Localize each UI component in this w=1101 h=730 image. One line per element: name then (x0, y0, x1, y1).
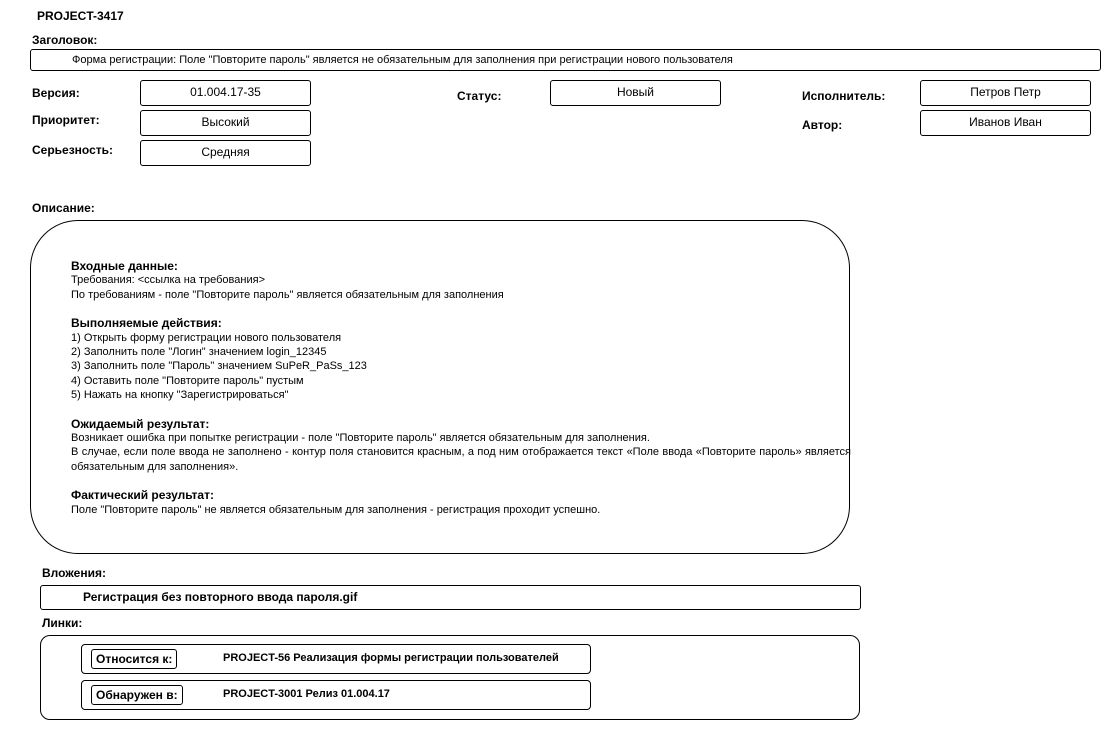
author-label: Автор: (802, 118, 843, 132)
title-field[interactable]: Форма регистрации: Поле "Повторите пароль" является не обязательным для заполнения при регистрации нового пользователя (30, 49, 1101, 71)
status-label: Статус: (457, 89, 502, 103)
description-label: Описание: (32, 201, 95, 215)
link-type: Относится к: (91, 649, 177, 669)
status-field[interactable]: Новый (550, 80, 721, 106)
expected-result-heading: Ожидаемый результат: (71, 416, 210, 431)
expected-line: В случае, если поле ввода не заполнено - контур поля становится красным, а под ним отображается текст «Поле ввода «Повторите пароль» является обязательным для заполнения». (71, 446, 851, 473)
link-target[interactable]: PROJECT-3001 Релиз 01.004.17 (223, 688, 390, 700)
priority-label: Приоритет: (32, 113, 100, 127)
title-label: Заголовок: (32, 33, 98, 47)
input-data-heading: Входные данные: (71, 259, 178, 273)
author-field[interactable]: Иванов Иван (920, 110, 1091, 136)
input-line: Требования: <ссылка на требования> (71, 274, 265, 287)
step-item: 2) Заполнить поле "Логин" значением login_12345 (71, 346, 327, 359)
expected-line: Возникает ошибка при попытке регистрации - поле "Повторите пароль" является обязательным для заполнения. (71, 432, 650, 445)
priority-field[interactable]: Высокий (140, 110, 311, 136)
attachment-item[interactable]: Регистрация без повторного ввода пароля.gif (40, 585, 861, 610)
steps-heading: Выполняемые действия: (71, 316, 222, 331)
links-box (40, 635, 860, 720)
severity-label: Серьезность: (32, 143, 114, 157)
step-item: 4) Оставить поле "Повторите пароль" пустым (71, 374, 304, 387)
version-label: Версия: (32, 86, 80, 100)
version-field[interactable]: 01.004.17-35 (140, 80, 311, 106)
step-item: 3) Заполнить поле "Пароль" значением SuPeR_PaSs_123 (71, 360, 367, 373)
link-row[interactable] (81, 680, 591, 710)
step-item: 1) Открыть форму регистрации нового пользователя (71, 331, 342, 344)
assignee-label: Исполнитель: (802, 89, 886, 103)
actual-result-heading: Фактический результат: (71, 488, 214, 503)
links-label: Линки: (42, 616, 83, 630)
link-target[interactable]: PROJECT-56 Реализация формы регистрации пользователей (223, 652, 559, 664)
link-row[interactable] (81, 644, 591, 674)
actual-line: Поле "Повторите пароль" не является обязательным для заполнения - регистрация проходит успешно. (71, 503, 601, 516)
issue-key: PROJECT-3417 (37, 9, 124, 23)
link-type: Обнаружен в: (91, 685, 183, 705)
input-line: По требованиям - поле "Повторите пароль" является обязательным для заполнения (71, 288, 504, 301)
assignee-field[interactable]: Петров Петр (920, 80, 1091, 106)
attachments-label: Вложения: (42, 566, 106, 580)
severity-field[interactable]: Средняя (140, 140, 311, 166)
step-item: 5) Нажать на кнопку "Зарегистрироваться" (71, 389, 289, 402)
description-box[interactable] (30, 220, 850, 554)
